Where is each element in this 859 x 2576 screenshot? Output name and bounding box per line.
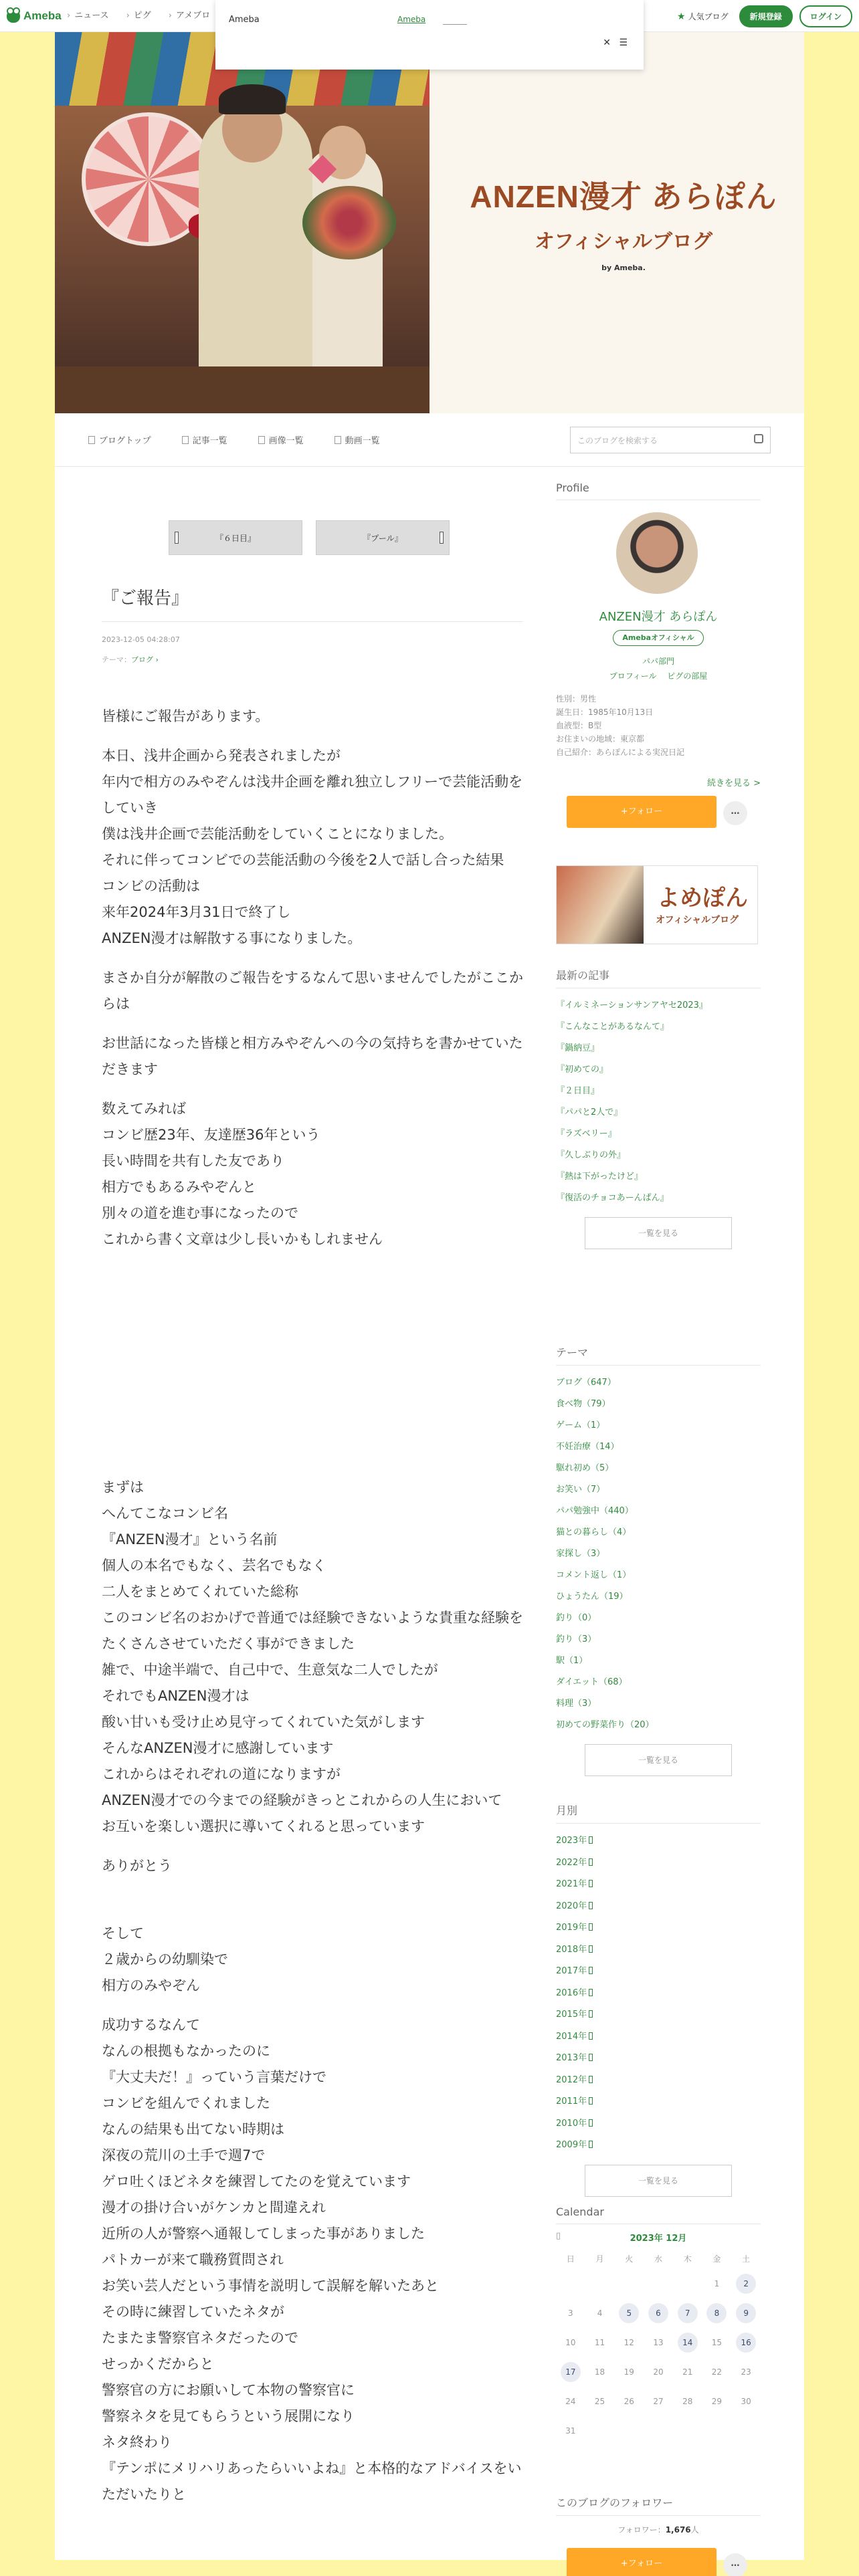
month-link[interactable] (556, 1939, 761, 1961)
weekday-label: 水 (654, 2254, 662, 2264)
banner-photo (55, 32, 430, 413)
calendar-day: 4 (597, 2309, 603, 2318)
recent-heading: 最新の記事 (556, 967, 761, 988)
blog-nav-top[interactable] (88, 433, 151, 446)
nav-pigg[interactable]: › ピグ (126, 8, 151, 21)
profile-heading: Profile (556, 481, 761, 500)
blog-nav-images[interactable] (258, 433, 304, 446)
theme-link[interactable]: ブログ（647） (556, 1378, 616, 1388)
prev-arrow-icon (175, 532, 179, 544)
calendar-day: 22 (711, 2367, 723, 2377)
dropdown-link[interactable]: Ameba (397, 15, 426, 24)
weekday-label: 月 (595, 2254, 604, 2264)
calendar-day: 13 (653, 2338, 664, 2347)
month-icon (589, 2032, 593, 2040)
profile-info-line: 自己紹介：あらぽんによる実況日記 (556, 748, 685, 757)
list-icon (182, 436, 189, 444)
calendar-day[interactable]: 2 (736, 2274, 756, 2294)
calendar-day: 23 (741, 2367, 751, 2377)
month-label: 2010年 (556, 2118, 587, 2129)
recent-entry-link[interactable]: 『ラズベリー』 (556, 1129, 617, 1139)
blog-nav-top-label: ブログトップ (99, 436, 151, 446)
yomepon-title: よめぽん (657, 885, 748, 911)
follower-count-unit: 人 (690, 2525, 699, 2535)
dropdown-close-button[interactable]: ✕ ☰ (603, 37, 630, 48)
theme-link[interactable]: 駆れ初め（5） (556, 1463, 614, 1473)
theme-label: テーマ： (102, 655, 131, 664)
month-label: 2019年 (556, 1923, 587, 1933)
ameba-frog-icon (7, 9, 20, 23)
month-link[interactable] (556, 2004, 761, 2026)
theme-link[interactable]: ひょうたん（19） (556, 1592, 628, 1602)
article-pager (169, 520, 450, 555)
yomepon-blog-banner[interactable] (556, 865, 758, 944)
profile-info-line: 性別：男性 (556, 694, 597, 704)
month-link[interactable] (556, 2070, 761, 2092)
calendar-day: 11 (594, 2338, 605, 2347)
next-article-label: 『プール』 (363, 533, 403, 543)
theme-link[interactable]: 家探し（3） (556, 1549, 605, 1559)
yomepon-subtitle: オフィシャルブログ (656, 915, 739, 926)
recent-entry-link[interactable]: 『イルミネーションサンアヤセ2023』 (556, 1000, 708, 1010)
image-icon (258, 436, 265, 444)
calendar-day: 15 (711, 2338, 723, 2347)
search-icon[interactable] (754, 434, 763, 443)
article-body (102, 704, 523, 2521)
monthly-archive (556, 1802, 761, 2197)
month-label: 2023年 (556, 1836, 587, 1846)
recent-see-more-button[interactable]: 一覧を見る (585, 1217, 732, 1249)
banner-title-main: ANZEN漫才 あらぽん (470, 179, 777, 214)
month-label: 2022年 (556, 1857, 587, 1868)
theme-list (556, 1344, 761, 1776)
profile-links[interactable]: プロフィール ピグの部屋 (609, 671, 708, 681)
month-link[interactable] (556, 1874, 761, 1896)
calendar-day: 1 (714, 2279, 720, 2288)
month-label: 2021年 (556, 1879, 587, 1889)
weekday-label: 木 (683, 2254, 692, 2264)
month-icon (589, 1945, 593, 1953)
more-options-button[interactable]: … (723, 2553, 747, 2576)
month-link[interactable] (556, 1917, 761, 1939)
month-link[interactable] (556, 2026, 761, 2048)
login-button[interactable]: ログイン (799, 5, 852, 27)
next-arrow-icon (440, 532, 444, 544)
calendar-day: 28 (682, 2397, 693, 2406)
recent-entry-link[interactable]: 『熱は下がったけど』 (556, 1172, 644, 1182)
calendar-day[interactable]: 8 (706, 2303, 727, 2323)
star-icon: ★ (677, 11, 686, 22)
month-label: 2020年 (556, 1901, 587, 1911)
month-link[interactable] (556, 2135, 761, 2157)
article-title[interactable]: 『ご報告』 (102, 584, 523, 622)
theme-link[interactable]: 駅（1） (556, 1656, 588, 1666)
banner-title-sub: オフィシャルブログ (534, 231, 713, 253)
header-actions (677, 5, 852, 27)
themes-see-more-button[interactable]: 一覧を見る (585, 1744, 732, 1776)
blog-nav-videos-label: 動画一覧 (345, 436, 380, 446)
months-heading: 月別 (556, 1802, 761, 1824)
follower-count-value: 1,676 (665, 2525, 691, 2535)
logo-text: Ameba (23, 9, 62, 22)
profile-name[interactable]: ANZEN漫才 あらぽん (599, 610, 718, 624)
month-link[interactable] (556, 1983, 761, 2005)
calendar-day: 27 (653, 2397, 664, 2406)
blog-search-input[interactable] (570, 427, 771, 453)
follower-count (556, 2524, 761, 2535)
month-link[interactable] (556, 1830, 761, 1852)
article-paragraph: 本日、浅井企画から発表されましたが 年内で相方のみやぞんは浅井企画を離れ独立しフリーで芸能活動をしていき 僕は浅井企画で芸能活動をしていくことになりました。 それに伴ってコンビでの芸能活動の今後を2人で話し合った結果 コンビの活動は 来年2024年3月31日で終了し ANZEN漫才は解散する事になりました。 (102, 748, 523, 946)
official-badge: Amebaオフィシャル (613, 630, 704, 646)
article-paragraph: 皆様にご報告があります。 (102, 708, 270, 724)
profile-info-line: お住まいの地域：東京都 (556, 734, 645, 744)
more-options-button[interactable]: … (723, 801, 747, 825)
theme-link[interactable]: 猫との暮らし（4） (556, 1527, 632, 1537)
recent-entry-link[interactable]: 『久しぶりの外』 (556, 1150, 626, 1160)
blog-nav-entries-label: 記事一覧 (192, 436, 227, 446)
month-label: 2014年 (556, 2031, 587, 2042)
themes-heading: テーマ (556, 1344, 761, 1366)
theme-link[interactable]: パパ勉強中（440） (556, 1506, 634, 1516)
calendar-empty-cell (619, 2274, 639, 2294)
theme-link[interactable]: お笑い（7） (556, 1485, 605, 1495)
follow-button[interactable]: +フォロー (567, 796, 717, 828)
ameba-dropdown-panel (215, 0, 644, 70)
followers-section (556, 2494, 761, 2569)
months-see-more-button[interactable]: 一覧を見る (585, 2165, 732, 2197)
prev-article-label: 『６日目』 (215, 533, 256, 543)
month-label: 2012年 (556, 2074, 587, 2085)
search-placeholder: このブログを検索する (577, 436, 658, 445)
popular-label: 人気ブログ (688, 12, 729, 21)
month-icon (589, 1989, 593, 1996)
profile-section (556, 481, 761, 856)
month-label: 2015年 (556, 2010, 587, 2020)
calendar-day: 24 (565, 2397, 576, 2406)
article-theme: テーマ：ブログ › (102, 655, 159, 664)
calendar-empty-cell (648, 2274, 668, 2294)
video-icon (335, 436, 341, 444)
recent-entry-link[interactable]: 『こんなことがあるなんて』 (556, 1022, 670, 1032)
calendar-prev-icon[interactable]: ▯ (556, 2231, 561, 2241)
register-button[interactable]: 新規登録 (739, 5, 793, 27)
calendar-day: 20 (653, 2367, 664, 2377)
calendar-day[interactable]: 7 (678, 2303, 698, 2323)
followers-heading: このブログのフォロワー (556, 2494, 761, 2516)
theme-link[interactable]: ダイエット（68） (556, 1677, 628, 1687)
calendar-heading: Calendar (556, 2206, 761, 2224)
calendar-day[interactable]: 6 (648, 2303, 668, 2323)
recent-entries (556, 967, 761, 1249)
nav-ameblo[interactable]: › アメブロ (169, 8, 210, 21)
calendar-empty-cell (678, 2274, 698, 2294)
calendar-day[interactable]: 9 (736, 2303, 756, 2323)
theme-link[interactable]: コメント返し（1） (556, 1570, 632, 1580)
calendar-month-label: 2023年 12月 (630, 2234, 687, 2244)
next-article-button[interactable] (316, 520, 450, 555)
recent-entry-link[interactable]: 『２日目』 (556, 1086, 600, 1096)
article-paragraph: まさか自分が解散のご報告をするなんて思いませんでしたがここからは (102, 970, 523, 1012)
month-link[interactable] (556, 1961, 761, 1983)
theme-link[interactable]: 釣り（0） (556, 1613, 597, 1623)
theme-link[interactable]: ゲーム（1） (556, 1420, 605, 1430)
banner-by-ameba: by Ameba. (601, 263, 646, 272)
month-label: 2018年 (556, 1944, 587, 1955)
calendar-day[interactable]: 16 (736, 2333, 756, 2353)
calendar-day: 25 (594, 2397, 605, 2406)
month-icon (589, 2119, 593, 2127)
nav-news[interactable]: › ニュース (67, 8, 109, 21)
article-paragraph: 数えてみれば コンビ歴23年、友達歴36年という 長い時間を共有した友であり 相方でもあるみやぞんと 別々の道を進む事になったので これから書く文章は少し長いかもしれません (102, 1101, 383, 1247)
prev-article-button[interactable] (169, 520, 302, 555)
weekday-label: 日 (566, 2254, 575, 2264)
weekday-label: 金 (712, 2254, 721, 2264)
month-label: 2013年 (556, 2053, 587, 2063)
calendar-day: 12 (624, 2338, 634, 2347)
month-icon (589, 1858, 593, 1866)
calendar-day: 19 (624, 2367, 634, 2377)
blog-nav (55, 413, 804, 467)
calendar-day: 21 (682, 2367, 693, 2377)
dropdown-divider (443, 24, 467, 25)
blog-nav-images-label: 画像一覧 (268, 436, 304, 446)
article-date: 2023-12-05 04:28:07 (102, 635, 180, 644)
recent-entry-link[interactable]: 『復活のチョコあーんぱん』 (556, 1193, 669, 1203)
calendar-day[interactable]: 14 (678, 2333, 698, 2353)
month-link[interactable] (556, 1896, 761, 1918)
profile-info-line: 誕生日：1985年10月13日 (556, 708, 654, 717)
month-label: 2017年 (556, 1966, 587, 1976)
yomepon-photo (557, 866, 644, 944)
theme-link[interactable]: 食べ物（79） (556, 1399, 611, 1409)
article-paragraph (102, 1893, 523, 1907)
dropdown-title: Ameba (229, 15, 260, 25)
calendar-day: 29 (711, 2397, 723, 2406)
month-label: 2016年 (556, 1988, 587, 1998)
calendar-day[interactable]: 5 (619, 2303, 639, 2323)
month-icon (589, 1902, 593, 1909)
banner-title (456, 173, 791, 272)
calendar-day[interactable]: 17 (561, 2362, 581, 2382)
article-paragraph: まずは へんてこなコンビ名 『ANZEN漫才』という名前 個人の本名でもなく、芸名でもなく 二人をまとめてくれていた総称 このコンビ名のおかげで普通では経験できないような貴重な経験をたくさんさせていただく事ができました 雑で、中途半端で、自己中で、生意気な二人でしたが それでもANZEN漫才は 酸い甘いも受け止め見守ってくれていた気がします そんなANZEN漫才に感謝しています これからはそれぞれの道になりますが ANZEN漫才での今までの経験がきっとこれからの人生において お互いを楽しい選択に導いてくれると思っています (102, 1479, 523, 1834)
calendar-day: 3 (568, 2309, 573, 2318)
article-paragraph: お世話になった皆様と相方みやぞんへの今の気持ちを書かせていただきます (102, 1035, 523, 1077)
month-link[interactable] (556, 2091, 761, 2113)
month-icon (589, 1836, 593, 1844)
blog-nav-entries[interactable] (182, 433, 227, 446)
article-paragraph: そして ２歳からの幼馴染で 相方のみやぞん (102, 1925, 228, 1994)
follow-button[interactable]: +フォロー (567, 2548, 717, 2576)
month-link[interactable] (556, 1852, 761, 1874)
month-icon (589, 1923, 593, 1931)
month-link[interactable] (556, 2113, 761, 2135)
month-label: 2011年 (556, 2097, 587, 2107)
weekday-label: 土 (742, 2254, 751, 2264)
theme-link[interactable]: ブログ (131, 655, 153, 664)
profile-more-link[interactable]: 続きを見る > (706, 778, 761, 788)
follower-count-label: フォロワー： (617, 2525, 666, 2535)
sidebar (556, 481, 761, 2569)
calendar-month (556, 2231, 761, 2244)
blog-nav-videos[interactable] (335, 433, 380, 446)
article-paragraph: 成功するなんて なんの根拠もなかったのに 『大丈夫だ！』っていう言葉だけで コンビを組んでくれました なんの結果も出てない時期は 深夜の荒川の土手で週7で ゲロ吐くほどネタを練習してたのを覚えています 漫才の掛け合いがケンカと間違えれ 近所の人が警察へ通報してしまった事がありました パトカーが来て職務質問され お笑い芸人だという事情を説明して誤解を解いたあと その時に練習していたネタが たまたま警察官ネタだったので せっかくだからと 警察官の方にお願いして本物の警察官に 警察ネタを見てもらうという展開になり ネタ終わり 『テンポにメリハリあったらいいよね』と本格的なアドバイスをいただいたりと (102, 2017, 522, 2502)
month-icon (589, 2141, 593, 2148)
popular-blogs-link[interactable] (677, 11, 729, 22)
month-label: 2009年 (556, 2140, 587, 2150)
recent-entry-link[interactable]: 『パパと2人で』 (556, 1107, 623, 1117)
calendar-day: 30 (741, 2397, 751, 2406)
home-icon (88, 436, 95, 444)
calendar-empty-cell (561, 2274, 581, 2294)
article-paragraph: ありがとう (102, 1858, 172, 1874)
ameba-logo[interactable] (7, 7, 62, 25)
recent-entry-link[interactable]: 『鍋納豆』 (556, 1043, 600, 1053)
calendar-grid (556, 2253, 761, 2441)
month-icon (589, 1967, 593, 1974)
calendar-day: 10 (565, 2338, 576, 2347)
profile-info-line: 血液型：B型 (556, 721, 602, 730)
global-nav (67, 8, 210, 21)
calendar-day: 18 (594, 2367, 605, 2377)
calendar-day: 31 (565, 2426, 576, 2436)
month-icon (589, 2054, 593, 2061)
theme-link[interactable]: 釣り（3） (556, 1634, 597, 1644)
month-icon (589, 1880, 593, 1887)
article-blank-space (102, 1266, 523, 1475)
weekday-label: 火 (625, 2254, 634, 2264)
recent-entry-link[interactable]: 『初めての』 (556, 1065, 609, 1075)
theme-link[interactable]: 料理（3） (556, 1699, 597, 1709)
month-icon (589, 2010, 593, 2018)
month-icon (589, 2076, 593, 2083)
theme-link[interactable]: 不妊治療（14） (556, 1442, 619, 1452)
theme-link[interactable]: 初めての野菜作り（20） (556, 1720, 654, 1730)
blog-banner[interactable] (55, 32, 804, 413)
calendar-empty-cell (590, 2274, 610, 2294)
avatar[interactable] (616, 512, 698, 594)
calendar-day: 26 (624, 2397, 634, 2406)
profile-department[interactable]: パパ部門 (642, 657, 674, 666)
month-icon (589, 2097, 593, 2105)
profile-info (556, 692, 684, 759)
month-link[interactable] (556, 2048, 761, 2070)
calendar (556, 2206, 761, 2441)
